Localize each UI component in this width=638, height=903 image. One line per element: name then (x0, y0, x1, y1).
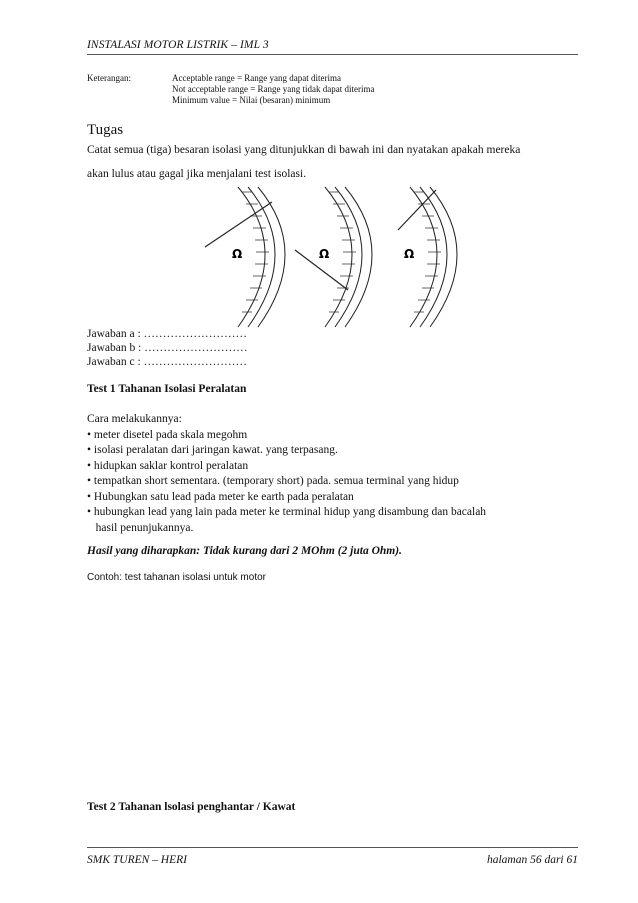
tugas-title: Tugas (87, 122, 124, 138)
test2-title: Test 2 Tahanan lsolasi penghantar / Kawat (87, 801, 296, 813)
keterangan-line: Minimum value = Nilai (besaran) minimum (172, 95, 331, 105)
list-item: • hubungkan lead yang lain pada meter ke terminal hidup yang disambung dan bacalah (87, 506, 487, 518)
ohm-symbol: Ω (404, 247, 415, 261)
list-item: • tempatkan short sementara. (temporary short) pada. semua terminal yang hidup (87, 475, 459, 487)
meter-dial-c (398, 187, 457, 327)
meter-dial-a (205, 187, 285, 327)
test1-title: Test 1 Tahanan Isolasi Peralatan (87, 383, 247, 395)
list-item: • hidupkan saklar kontrol peralatan (87, 459, 249, 472)
example-text: Contoh: test tahanan isolasi untuk motor (87, 572, 266, 583)
tugas-line-2: akan lulus atau gagal jika menjalani test isolasi. (87, 168, 307, 180)
tugas-line-1: Catat semua (tiga) besaran isolasi yang ditunjukkan di bawah ini dan nyatakan apakah mereka (87, 144, 521, 156)
list-item: • Hubungkan satu lead pada meter ke earth pada peralatan (87, 490, 354, 503)
test1-intro: Cara melakukannya: (87, 413, 182, 425)
expected-result: Hasil yang diharapkan: Tidak kurang dari 2 MOhm (2 juta Ohm). (87, 545, 402, 557)
keterangan-line: Acceptable range = Range yang dapat diterima (172, 73, 342, 83)
footer-left: SMK TUREN – HERI (87, 854, 187, 866)
meter-dial-b (295, 187, 372, 327)
list-item: • isolasi peralatan dari jaringan kawat. yang terpasang. (87, 444, 338, 456)
test1-steps (87, 412, 486, 536)
keterangan-list (172, 73, 375, 106)
keterangan-line: Not acceptable range = Range yang tidak dapat diterima (172, 84, 375, 94)
keterangan-label: Keterangan: (87, 73, 131, 83)
list-item: hasil penunjukannya. (87, 521, 194, 534)
header-rule (87, 54, 578, 55)
footer-rule (87, 847, 578, 848)
jawaban-b: Jawaban b : ……………………… (87, 342, 248, 354)
ohm-symbol: Ω (319, 247, 330, 261)
jawaban-a: Jawaban a : ……………………… (87, 328, 248, 340)
jawaban-c: Jawaban c : ……………………… (87, 356, 248, 368)
meter-dials-figure (200, 182, 470, 332)
list-item: • meter disetel pada skala megohm (87, 428, 248, 441)
ohm-symbol: Ω (232, 247, 243, 261)
page-header: INSTALASI MOTOR LISTRIK – IML 3 (87, 39, 269, 51)
footer-page-number: halaman 56 dari 61 (486, 854, 578, 866)
